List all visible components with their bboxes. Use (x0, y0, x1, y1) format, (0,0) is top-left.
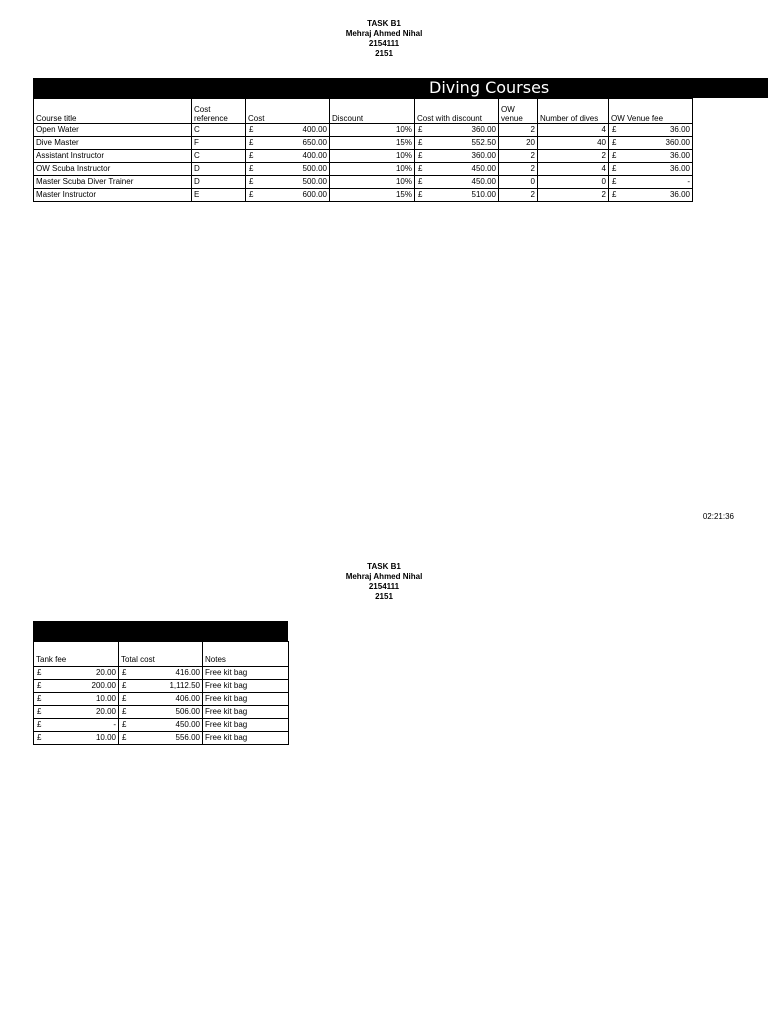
task-label: TASK B1 (367, 562, 401, 571)
number-of-dives-cell: 2 (538, 189, 609, 202)
courses-table (33, 98, 693, 202)
currency-symbol: £ (37, 668, 42, 677)
title-banner-continued (33, 621, 288, 641)
page-header-1 (0, 19, 768, 59)
sheet-title: Diving Courses (429, 78, 550, 97)
currency-symbol: £ (37, 707, 42, 716)
table-row (34, 137, 693, 150)
discount-cell: 10% (330, 176, 415, 189)
currency-symbol: £ (122, 733, 127, 742)
ow-venue-fee-cell (609, 163, 693, 176)
currency-symbol: £ (418, 177, 423, 186)
currency-symbol: £ (612, 164, 617, 173)
author-name: Mehraj Ahmed Nihal (345, 572, 423, 581)
currency-symbol: £ (612, 177, 617, 186)
cost-reference-cell: C (192, 124, 246, 137)
column-header: Course title (34, 99, 192, 124)
currency-symbol: £ (249, 164, 254, 173)
notes-cell: Free kit bag (203, 667, 289, 680)
currency-symbol: £ (249, 190, 254, 199)
student-id: 2154111 (368, 39, 400, 48)
number-of-dives-cell: 4 (538, 124, 609, 137)
table-row (34, 150, 693, 163)
amount: 556.00 (175, 733, 200, 742)
currency-symbol: £ (122, 694, 127, 703)
amount: 36.00 (669, 164, 690, 173)
cost-with-discount-cell (415, 163, 499, 176)
discount-cell: 10% (330, 150, 415, 163)
amount: 36.00 (669, 190, 690, 199)
course-title-cell: Open Water (34, 124, 192, 137)
amount: 360.00 (471, 125, 496, 134)
ow-venue-cell: 2 (499, 163, 538, 176)
print-timestamp: 02:21:36 (702, 512, 734, 521)
currency-symbol: £ (37, 681, 42, 690)
amount: 650.00 (302, 138, 327, 147)
column-header: OW venue (499, 99, 538, 124)
currency-symbol: £ (418, 164, 423, 173)
total-cost-cell (119, 719, 203, 732)
amount: 450.00 (471, 164, 496, 173)
currency-symbol: £ (122, 668, 127, 677)
currency-symbol: £ (37, 720, 42, 729)
currency-symbol: £ (418, 138, 423, 147)
course-title-cell: Master Instructor (34, 189, 192, 202)
course-title-cell: OW Scuba Instructor (34, 163, 192, 176)
tank-fee-cell (34, 680, 119, 693)
cost-cell (246, 124, 330, 137)
tank-fee-cell (34, 667, 119, 680)
amount: 360.00 (471, 151, 496, 160)
cost-with-discount-cell (415, 176, 499, 189)
currency-symbol: £ (418, 190, 423, 199)
ow-venue-fee-cell (609, 150, 693, 163)
amount: 10.00 (95, 733, 116, 742)
amount: 36.00 (669, 151, 690, 160)
currency-symbol: £ (249, 151, 254, 160)
currency-symbol: £ (612, 151, 617, 160)
currency-symbol: £ (122, 681, 127, 690)
amount: 500.00 (302, 177, 327, 186)
total-cost-cell (119, 706, 203, 719)
column-header: Discount (330, 99, 415, 124)
cost-reference-cell: D (192, 176, 246, 189)
total-cost-cell (119, 693, 203, 706)
amount: 506.00 (175, 707, 200, 716)
course-title-cell: Dive Master (34, 137, 192, 150)
task-label: TASK B1 (367, 19, 401, 28)
tank-fee-cell (34, 706, 119, 719)
currency-symbol: £ (418, 151, 423, 160)
table-row (34, 176, 693, 189)
table-row (34, 693, 289, 706)
amount: 1,112.50 (169, 681, 200, 690)
amount: - (687, 177, 690, 186)
cost-with-discount-cell (415, 137, 499, 150)
currency-symbol: £ (249, 177, 254, 186)
column-header: Tank fee (34, 642, 119, 667)
column-header: Total cost (119, 642, 203, 667)
discount-cell: 15% (330, 189, 415, 202)
table-row (34, 667, 289, 680)
cost-with-discount-cell (415, 189, 499, 202)
cost-reference-cell: C (192, 150, 246, 163)
table-row (34, 706, 289, 719)
column-header: Cost with discount (415, 99, 499, 124)
amount: 416.00 (175, 668, 200, 677)
cost-with-discount-cell (415, 150, 499, 163)
amount: 552.50 (471, 138, 496, 147)
cost-cell (246, 189, 330, 202)
amount: 500.00 (302, 164, 327, 173)
column-header: Notes (203, 642, 289, 667)
currency-symbol: £ (418, 125, 423, 134)
ow-venue-cell: 20 (499, 137, 538, 150)
page-header-2 (0, 562, 768, 602)
cost-reference-cell: D (192, 163, 246, 176)
notes-cell: Free kit bag (203, 732, 289, 745)
amount: 400.00 (302, 125, 327, 134)
header-row (34, 642, 289, 667)
notes-cell: Free kit bag (203, 680, 289, 693)
cost-cell (246, 176, 330, 189)
ow-venue-cell: 2 (499, 124, 538, 137)
column-header: Cost (246, 99, 330, 124)
cost-reference-cell: E (192, 189, 246, 202)
table-row (34, 680, 289, 693)
currency-symbol: £ (612, 125, 617, 134)
ow-venue-fee-cell (609, 124, 693, 137)
fees-table (33, 641, 289, 745)
currency-symbol: £ (122, 707, 127, 716)
table-row (34, 719, 289, 732)
discount-cell: 15% (330, 137, 415, 150)
notes-cell: Free kit bag (203, 706, 289, 719)
discount-cell: 10% (330, 163, 415, 176)
amount: 360.00 (665, 138, 690, 147)
total-cost-cell (119, 667, 203, 680)
amount: 450.00 (175, 720, 200, 729)
course-title-cell: Master Scuba Diver Trainer (34, 176, 192, 189)
number-of-dives-cell: 4 (538, 163, 609, 176)
number-of-dives-cell: 2 (538, 150, 609, 163)
amount: 36.00 (669, 125, 690, 134)
author-name: Mehraj Ahmed Nihal (345, 29, 423, 38)
amount: 20.00 (95, 707, 116, 716)
ow-venue-cell: 2 (499, 189, 538, 202)
class-code: 2151 (375, 592, 393, 601)
amount: 450.00 (471, 177, 496, 186)
column-header: OW Venue fee (609, 99, 693, 124)
cost-cell (246, 137, 330, 150)
amount: 400.00 (302, 151, 327, 160)
notes-cell: Free kit bag (203, 693, 289, 706)
amount: - (113, 720, 116, 729)
title-banner (33, 78, 768, 98)
ow-venue-cell: 2 (499, 150, 538, 163)
column-header: Cost reference (192, 99, 246, 124)
number-of-dives-cell: 0 (538, 176, 609, 189)
amount: 406.00 (175, 694, 200, 703)
cost-cell (246, 163, 330, 176)
currency-symbol: £ (612, 190, 617, 199)
ow-venue-fee-cell (609, 137, 693, 150)
currency-symbol: £ (612, 138, 617, 147)
total-cost-cell (119, 732, 203, 745)
total-cost-cell (119, 680, 203, 693)
ow-venue-fee-cell (609, 189, 693, 202)
cost-with-discount-cell (415, 124, 499, 137)
discount-cell: 10% (330, 124, 415, 137)
table-row (34, 124, 693, 137)
tank-fee-cell (34, 719, 119, 732)
currency-symbol: £ (122, 720, 127, 729)
class-code: 2151 (375, 49, 393, 58)
amount: 200.00 (91, 681, 116, 690)
table-row (34, 732, 289, 745)
number-of-dives-cell: 40 (538, 137, 609, 150)
amount: 600.00 (302, 190, 327, 199)
currency-symbol: £ (249, 138, 254, 147)
table-row (34, 189, 693, 202)
cost-cell (246, 150, 330, 163)
notes-cell: Free kit bag (203, 719, 289, 732)
ow-venue-fee-cell (609, 176, 693, 189)
amount: 10.00 (95, 694, 116, 703)
ow-venue-cell: 0 (499, 176, 538, 189)
currency-symbol: £ (37, 694, 42, 703)
cost-reference-cell: F (192, 137, 246, 150)
column-header: Number of dives (538, 99, 609, 124)
amount: 510.00 (471, 190, 496, 199)
amount: 20.00 (95, 668, 116, 677)
course-title-cell: Assistant Instructor (34, 150, 192, 163)
student-id: 2154111 (368, 582, 400, 591)
currency-symbol: £ (249, 125, 254, 134)
currency-symbol: £ (37, 733, 42, 742)
table-row (34, 163, 693, 176)
header-row (34, 99, 693, 124)
tank-fee-cell (34, 693, 119, 706)
tank-fee-cell (34, 732, 119, 745)
